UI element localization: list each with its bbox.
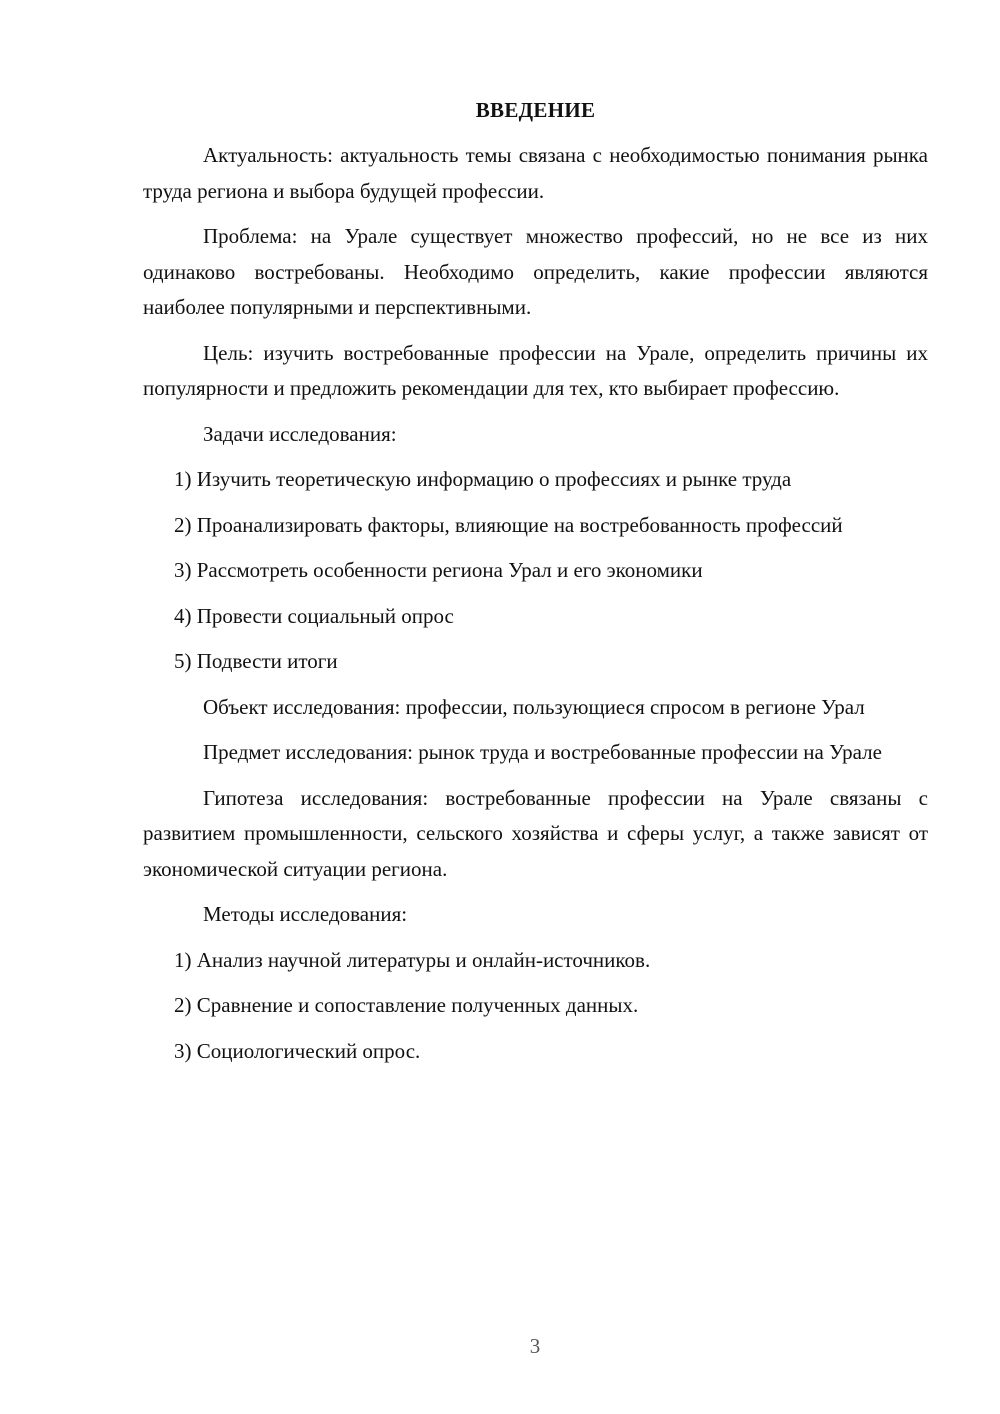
method-item: 3) Социологический опрос.	[174, 1038, 421, 1063]
task-item: 3) Рассмотреть особенности региона Урал и его экономики	[174, 558, 703, 582]
object-paragraph: Объект исследования: профессии, пользующиеся спросом в регионе Урал	[203, 694, 865, 719]
tasks-heading: Задачи исследования:	[203, 421, 397, 446]
section-title: ВВЕДЕНИЕ	[475, 98, 596, 122]
page-number: 3	[529, 1334, 541, 1358]
method-item: 1) Анализ научной литературы и онлайн-источников.	[174, 947, 651, 972]
subject-paragraph: Предмет исследования: рынок труда и востребованные профессии на Урале	[203, 740, 882, 764]
task-item: 2) Проанализировать факторы, влияющие на востребованность профессий	[174, 512, 843, 537]
task-item: 1) Изучить теоретическую информацию о профессиях и рынке труда	[174, 467, 792, 491]
relevance-paragraph: Актуальность: актуальность темы связана с необходимостью понимания рынка труда региона и выбора будущей профессии.	[143, 143, 928, 203]
problem-paragraph: Проблема: на Урале существует множество профессий, но не все из них одинаково востребованы. Необходимо определить, какие профессии являются наиболее популярными и перспективными.	[143, 224, 928, 319]
task-item: 5) Подвести итоги	[174, 649, 338, 673]
task-item: 4) Провести социальный опрос	[174, 603, 454, 628]
goal-paragraph: Цель: изучить востребованные профессии на Урале, определить причины их популярности и предложить рекомендации для тех, кто выбирает профессию.	[143, 340, 928, 400]
page-content	[143, 93, 928, 1079]
hypothesis-paragraph: Гипотеза исследования: востребованные профессии на Урале связаны с развитием промышленности, сельского хозяйства и сферы услуг, а также зависят от экономической ситуации региона.	[143, 785, 928, 881]
method-item: 2) Сравнение и сопоставление полученных данных.	[174, 993, 639, 1017]
methods-heading: Методы исследования:	[203, 902, 408, 926]
